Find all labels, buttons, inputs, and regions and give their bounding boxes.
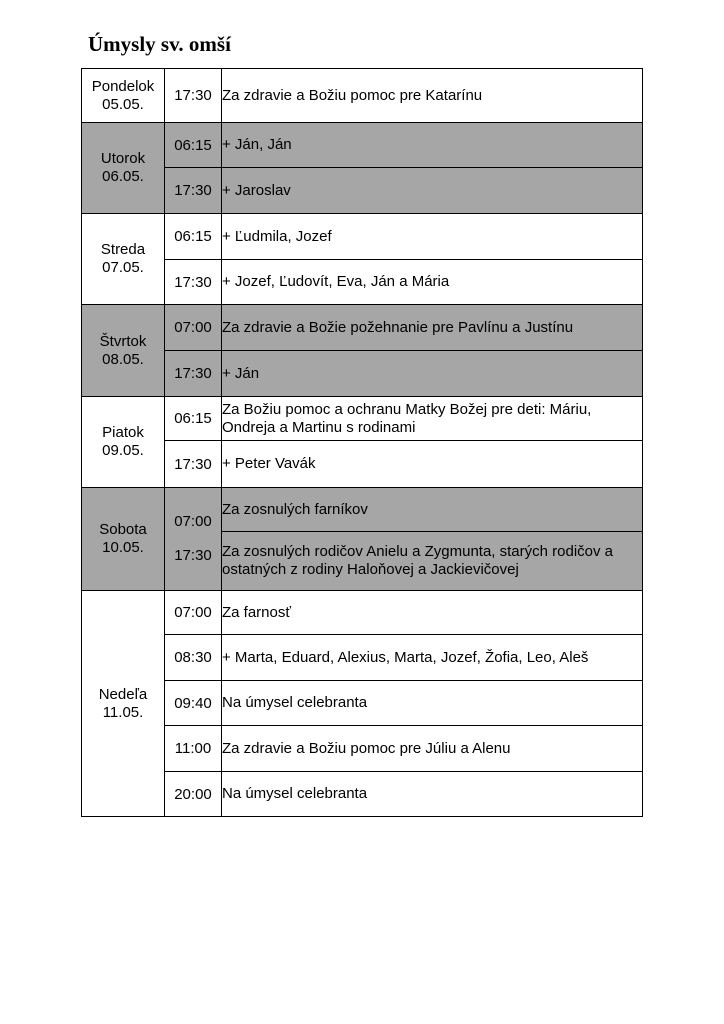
mass-time: 06:15 bbox=[165, 397, 222, 441]
table-row bbox=[82, 726, 643, 772]
table-row bbox=[82, 168, 643, 214]
table-row bbox=[82, 488, 643, 532]
table-row bbox=[82, 635, 643, 681]
day-name: Sobota bbox=[99, 521, 147, 538]
table-row bbox=[82, 260, 643, 305]
mass-intention: Za zdravie a Božie požehnanie pre Pavlínu a Justínu bbox=[222, 305, 643, 351]
day-name: Pondelok bbox=[91, 77, 155, 95]
mass-time: 11:00 bbox=[165, 726, 222, 772]
mass-time: 20:00 bbox=[165, 772, 222, 817]
day-cell bbox=[82, 305, 165, 397]
mass-time: 17:30 bbox=[174, 547, 212, 564]
table-row bbox=[82, 772, 643, 817]
day-name: Piatok bbox=[102, 424, 144, 441]
mass-intention: Na úmysel celebranta bbox=[222, 681, 643, 726]
mass-time: 17:30 bbox=[165, 69, 222, 123]
mass-time: 06:15 bbox=[165, 214, 222, 260]
table-row bbox=[82, 397, 643, 441]
table-row bbox=[82, 591, 643, 635]
mass-intention: Za Božiu pomoc a ochranu Matky Božej pre deti: Máriu, Ondreja a Martinu s rodinami bbox=[222, 397, 643, 441]
mass-time: 09:40 bbox=[165, 681, 222, 726]
table-row bbox=[82, 681, 643, 726]
day-cell bbox=[82, 123, 165, 214]
day-date: 11.05. bbox=[102, 703, 144, 721]
day-name: Nedeľa bbox=[98, 685, 148, 703]
mass-intention: + Peter Vavák bbox=[222, 441, 643, 488]
mass-time: 17:30 bbox=[165, 168, 222, 214]
page-title: Úmysly sv. omší bbox=[88, 32, 231, 56]
day-cell bbox=[82, 488, 165, 591]
mass-time: 17:30 bbox=[165, 351, 222, 397]
mass-intention: + Marta, Eduard, Alexius, Marta, Jozef, Žofia, Leo, Aleš bbox=[222, 635, 643, 681]
day-cell bbox=[82, 591, 165, 817]
table-row bbox=[82, 305, 643, 351]
day-name: Štvrtok bbox=[99, 332, 147, 350]
mass-intention: Na úmysel celebranta bbox=[222, 772, 643, 817]
mass-intention: + Jozef, Ľudovít, Eva, Ján a Mária bbox=[222, 260, 643, 305]
day-cell bbox=[82, 214, 165, 305]
day-date: 06.05. bbox=[102, 168, 144, 185]
day-date: 07.05. bbox=[102, 259, 144, 276]
mass-intention: Za zosnulých farníkov bbox=[222, 488, 643, 532]
mass-time: 06:15 bbox=[165, 123, 222, 168]
day-date: 05.05. bbox=[102, 95, 144, 113]
day-name: Streda bbox=[100, 241, 146, 258]
table-row bbox=[82, 441, 643, 488]
table-row bbox=[82, 214, 643, 260]
mass-time: 17:30 bbox=[165, 260, 222, 305]
mass-time bbox=[165, 488, 222, 591]
mass-intention: Za farnosť bbox=[222, 591, 643, 635]
mass-time: 07:00 bbox=[174, 513, 212, 530]
mass-intentions-table bbox=[81, 68, 643, 817]
mass-intention: Za zdravie a Božiu pomoc pre Júliu a Alenu bbox=[222, 726, 643, 772]
day-date: 08.05. bbox=[102, 350, 144, 368]
table-row bbox=[82, 69, 643, 123]
day-date: 09.05. bbox=[102, 442, 144, 459]
day-date: 10.05. bbox=[102, 539, 144, 556]
mass-intention: + Ľudmila, Jozef bbox=[222, 214, 643, 260]
mass-intention: + Jaroslav bbox=[222, 168, 643, 214]
mass-intention: Za zosnulých rodičov Anielu a Zygmunta, starých rodičov a ostatných z rodiny Haloňovej a Jackievičovej bbox=[222, 532, 643, 591]
mass-time: 17:30 bbox=[165, 441, 222, 488]
mass-time: 07:00 bbox=[165, 305, 222, 351]
mass-time: 08:30 bbox=[165, 635, 222, 681]
table-row bbox=[82, 123, 643, 168]
day-cell bbox=[82, 69, 165, 123]
mass-intention: + Ján bbox=[222, 351, 643, 397]
mass-time: 07:00 bbox=[165, 591, 222, 635]
day-name: Utorok bbox=[100, 150, 146, 167]
day-cell bbox=[82, 397, 165, 488]
mass-intention: + Ján, Ján bbox=[222, 123, 643, 168]
mass-intention: Za zdravie a Božiu pomoc pre Katarínu bbox=[222, 69, 643, 123]
table-row bbox=[82, 351, 643, 397]
